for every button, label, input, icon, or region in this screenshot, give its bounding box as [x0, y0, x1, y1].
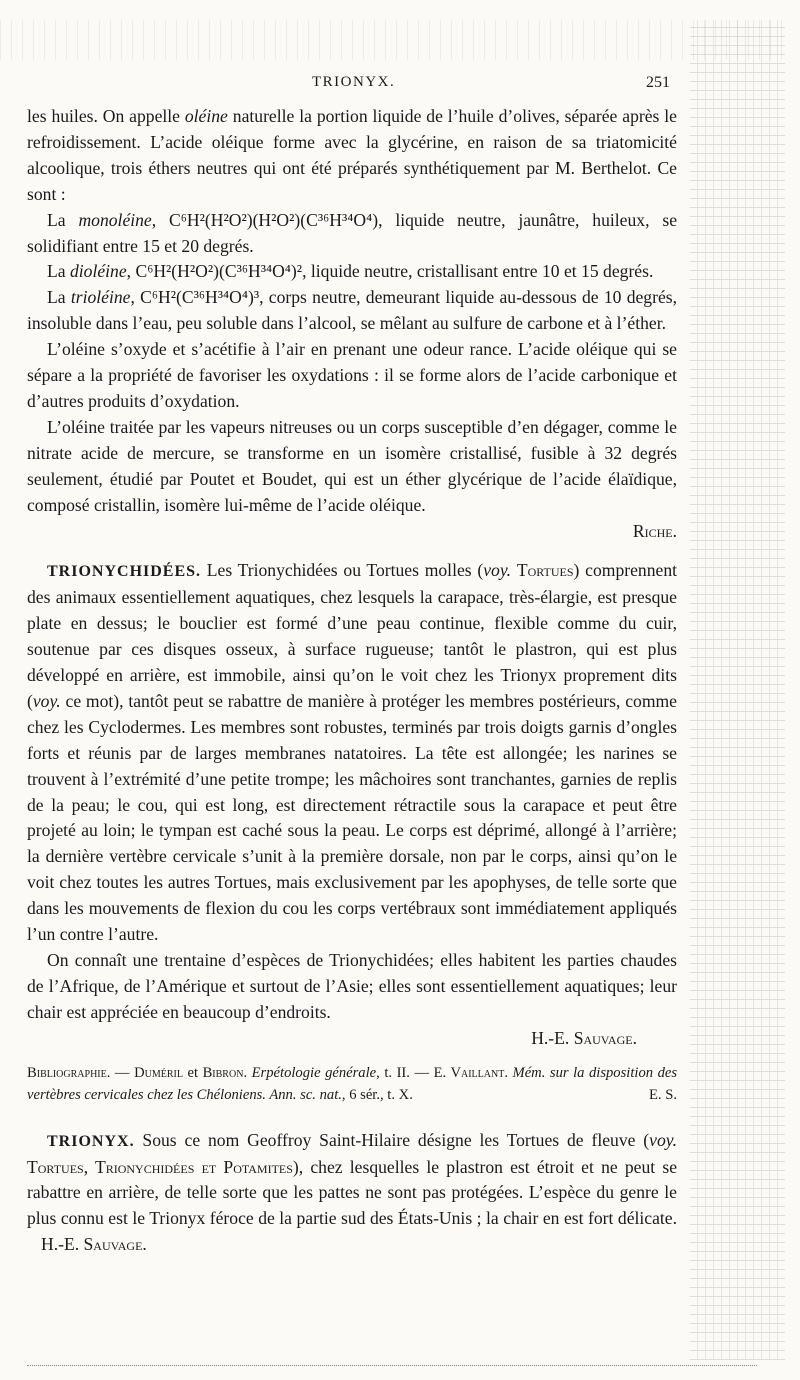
cross-reference-marker: voy. — [483, 560, 512, 581]
cross-reference: Tortues — [516, 560, 574, 581]
oleine-paragraph-monoleine: La monoléine, C⁶H²(H²O²)(H²O²)(C³⁶H³⁴O⁴), liquide neutre, jaunâtre, huileux, se solidifiant entre 15 et 20 degrés. — [27, 209, 678, 256]
chemical-formula: C⁶H²(H²O²)(H²O²)(C³⁶H³⁴O⁴) — [169, 209, 379, 230]
term: monoléine — [78, 209, 152, 230]
term: dioléine — [69, 261, 127, 282]
cross-reference-marker: voy. — [32, 690, 61, 711]
text-run: La — [47, 287, 71, 308]
text-run: , liquide neutre, cristallisant entre 10 et 15 degrés. — [302, 261, 654, 282]
author-name: Duméril — [134, 1064, 183, 1081]
entry-headword: TRIONYX. — [47, 1132, 135, 1150]
paper-texture — [0, 20, 790, 60]
text-run: Sous ce nom Geoffroy Saint-Hilaire désigne les Tortues de fleuve ( — [134, 1129, 650, 1150]
oleine-paragraph-isomere — [27, 415, 677, 545]
chemical-formula: C⁶H²(H²O²)(C³⁶H³⁴O⁴)² — [135, 261, 303, 282]
text-run: et — [182, 1064, 203, 1081]
trionychidees-paragraph-2 — [27, 948, 677, 1052]
text-run: On connaît une trentaine d’espèces de Trionychidées; elles habitent les parties chaudes de l’Afrique, de l’Amérique et surtout de l’Asie; elles sont essentiellement aquatiques; leur chair est appréciée en beaucoup d’endroits. — [27, 950, 677, 1022]
author-signature: Riche. — [632, 520, 677, 541]
bibliography-label: Bibliographie. — [27, 1064, 111, 1081]
author-name: E. Vaillant — [433, 1064, 505, 1081]
chemical-formula: C⁶H²(C³⁶H³⁴O⁴)³ — [140, 287, 260, 308]
running-head — [0, 74, 800, 98]
bottom-rule — [27, 1365, 757, 1367]
term: trioléine — [70, 287, 131, 308]
author-signature: H.-E. Sauvage. — [41, 1234, 147, 1255]
text-run: , 6 sér., t. X. — [341, 1086, 413, 1103]
text-run: ), chez lesquelles le plastron est étroit et ne peut se rabattre en arrière, de telle sorte que les pattes ne sont pas protégées. L’espèce du genre le plus connu est le Trionyx féroce de la partie sud des États-Unis ; la chair en est fort délicate. — [27, 1156, 677, 1229]
text-run: L’oléine traitée par les vapeurs nitreuses ou un corps susceptible d’en dégager, comme le nitrate acide de mercure, se transforme en un isomère cristallisé, fusible à 32 degrés seulement, étudié par Poutet et Boudet, qui est un éther glycérique de l’acide élaïdique, composé cristallin, isomère lui-même de l’acide oléique. — [27, 416, 677, 515]
oleine-paragraph-oxydation: L’oléine s’oxyde et s’acétifie à l’air en prenant une odeur rance. L’acide oléique qui se sépare a la propriété de favoriser les oxydations : il se forme alors de l’acide carbonique et d’autres produits d’oxydation. — [27, 339, 677, 411]
entry-trionychidees — [27, 558, 677, 948]
term: oléine — [184, 106, 228, 126]
text-run: La — [47, 261, 70, 282]
text-run: ce mot), tantôt peut se rabattre de manière à protéger les membres postérieurs, comme chez les Cyclodermes. Les membres sont robustes, terminés par trois doigts garnis d’ongles forts et réunis par de larges membranes natatoires. La tête est allongée; les narines se trouvent à l’extrémité d’une petite trompe; les mâchoires sont tranchantes, garnies de replis de la peau; le cou, qui est long, est directement rétractile sous la carapace et peut être projeté au loin; le tympan est caché sous la peau. Le corps est déprimé, allongé à l’arrière; la dernière vertèbre cervicale s’unit à la première dorsale, non par le corps, ainsi qu’on le voit chez toutes les autres Tortues, mais exclusivement par les apophyses, de telle sorte que dans les mouvements de flexion du cou les corps vertébraux sont immédiatement appliqués l’un contre l’autre. — [27, 690, 677, 945]
text-run: La — [47, 209, 79, 230]
text-run: ) comprennent des animaux essentiellement aquatiques, chez lesquels la carapace, très-élargie, est presque plate en dessus; le bouclier est formé d’une peau continue, flexible comme du cuir, soutenue par ces disques osseux, à surface rugueuse; tantôt le plastron, qui est plus développé en arrière, est immobile, ainsi qu’on le voit chez les Trionyx proprement dits ( — [27, 560, 678, 711]
bibliography-initials: E. S. — [649, 1086, 677, 1103]
work-title: Mém. sur la disposition des vertèbres cervicales chez les Chéloniens. Ann. sc. nat. — [27, 1064, 678, 1103]
text-run: , corps neutre, demeurant liquide au-dessous de 10 degrés, insoluble dans l’eau, peu soluble dans l’alcool, se mêlant au sulfure de carbone et à l’éther. — [27, 287, 678, 334]
text-run: , liquide neutre, jaunâtre, huileux, se solidifiant entre 15 et 20 degrés. — [27, 209, 678, 256]
entry-trionyx — [27, 1128, 677, 1259]
text-run: naturelle la portion liquide de l’huile d’olives, séparée après le refroidissement. L’acide oléique forme avec la glycérine, en raison de sa triatomicité alcoolique, trois éthers neutres qui ont été préparés synthétiquement par M. Berthelot. Ce sont : — [27, 106, 677, 204]
margin-texture — [690, 20, 785, 1360]
author-name: Bibron — [202, 1064, 244, 1081]
entry-headword: TRIONYCHIDÉES. — [47, 563, 202, 581]
text-run: Les Trionychidées ou Tortues molles ( — [201, 560, 484, 581]
oleine-paragraph-trioleine: La trioléine, C⁶H²(C³⁶H³⁴O⁴)³, corps neutre, demeurant liquide au-dessous de 10 degrés, insoluble dans l’eau, peu soluble dans l’alcool, se mêlant au sulfure de carbone et à l’éther. — [27, 287, 678, 334]
page-number: 251 — [646, 74, 670, 91]
running-title: TRIONYX. — [312, 74, 396, 90]
cross-reference: Tortues, Trionychidées et Potamites — [27, 1156, 293, 1177]
oleine-paragraph-dioleine: La dioléine, C⁶H²(H²O²)(C³⁶H³⁴O⁴)², liquide neutre, cristallisant entre 10 et 15 degrés. — [47, 261, 654, 282]
cross-reference-marker: voy. — [649, 1129, 677, 1150]
oleine-paragraph-1 — [27, 104, 677, 208]
work-title: Erpétologie générale — [251, 1064, 377, 1081]
text-run: — — [110, 1064, 135, 1081]
text-run: les huiles. On appelle — [27, 106, 185, 126]
author-signature: H.-E. Sauvage. — [531, 1027, 637, 1048]
article-body — [27, 104, 677, 1258]
bibliography: Bibliographie. — Duméril et Bibron. Erpétologie générale, t. II. — E. Vaillant. Mém. sur la disposition des vertèbres cervicales chez les Chéloniens. Ann. sc. nat., 6 sér., t. X. E. S. — [27, 1062, 677, 1106]
text-run: , t. II. — — [376, 1064, 434, 1081]
